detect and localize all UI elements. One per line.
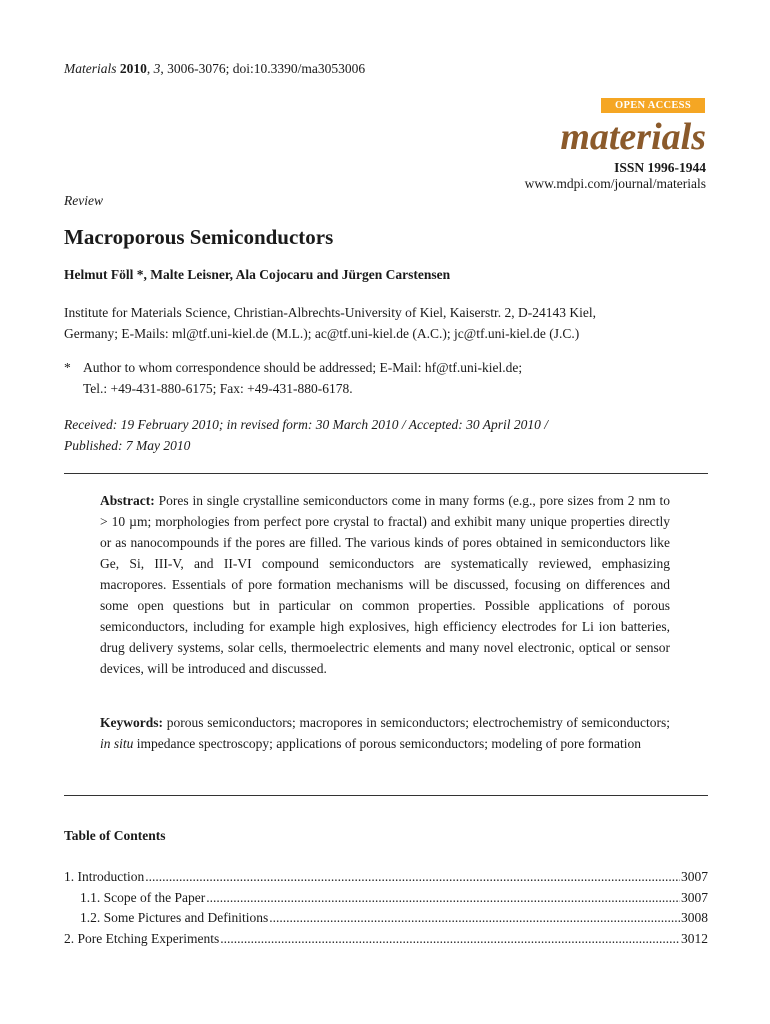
footnote-star: * bbox=[64, 360, 71, 375]
toc-leader bbox=[145, 869, 680, 885]
keywords-italic: in situ bbox=[100, 736, 134, 751]
article-type: Review bbox=[64, 193, 103, 208]
affiliation bbox=[64, 302, 714, 344]
citation-journal: Materials bbox=[64, 61, 117, 76]
abstract-text: Pores in single crystalline semiconductors come in many forms (e.g., pore sizes from 2 nm to > 10 µm; morphologies from perfect pore crystal to fractal) and exhibit many unique properties directly or as nanocompounds if the pores are filled. The various kinds of pores obtained in semiconductors like Ge, Si, III-V, and II-VI compound semiconductors are systematically reviewed, emphasizing macropores. Essentials of pore formation mechanisms will be discussed, focusing on differences and some open questions but in particular on common properties. Possible applications of porous semiconductors, including for example high explosives, high efficiency electrodes for Li ion batteries, drug delivery systems, solar cells, thermoelectric elements and many novel electronic, optical or sensor devices, will be introduced and discussed. bbox=[100, 493, 670, 676]
correspondence-line: Author to whom correspondence should be addressed; E-Mail: hf@tf.uni-kiel.de; bbox=[83, 360, 523, 375]
toc-entry-page: 3007 bbox=[681, 889, 708, 905]
toc-entry-page: 3007 bbox=[681, 869, 708, 884]
dates-line: Received: 19 February 2010; in revised form: 30 March 2010 / Accepted: 30 April 2010 / bbox=[64, 417, 549, 432]
publication-dates bbox=[64, 414, 548, 456]
keywords-text: impedance spectroscopy; applications of porous semiconductors; modeling of pore formation bbox=[136, 736, 642, 751]
toc-entry-label: 1.1. Scope of the Paper bbox=[80, 889, 206, 905]
table-of-contents bbox=[64, 869, 708, 951]
citation-year: 2010 bbox=[119, 61, 147, 76]
toc-leader bbox=[220, 931, 680, 947]
citation-line: Materials 2010, 3, 3006-3076; doi:10.3390/ma3053006 bbox=[64, 61, 366, 76]
toc-leader bbox=[269, 910, 680, 926]
affiliation-line: Institute for Materials Science, Christian-Albrechts-University of Kiel, Kaiserstr. 2, D-24143 Kiel, bbox=[64, 305, 596, 320]
abstract-label: Abstract: bbox=[100, 493, 155, 508]
correspondence-note bbox=[64, 357, 522, 399]
bottom-divider bbox=[64, 795, 708, 796]
journal-logo: materials bbox=[560, 116, 706, 158]
top-divider bbox=[64, 473, 708, 474]
correspondence-line: Tel.: +49-431-880-6175; Fax: +49-431-880-6178. bbox=[83, 381, 353, 396]
keywords-text: porous semiconductors; macropores in semiconductors; electrochemistry of semiconductors; bbox=[166, 715, 670, 730]
toc-entry[interactable] bbox=[64, 869, 708, 890]
abstract bbox=[100, 490, 670, 679]
dates-line: Published: 7 May 2010 bbox=[64, 438, 191, 453]
toc-entry[interactable] bbox=[64, 910, 708, 931]
toc-leader bbox=[206, 890, 680, 906]
open-access-badge: OPEN ACCESS bbox=[601, 98, 705, 113]
toc-entry-label: 2. Pore Etching Experiments bbox=[64, 930, 220, 946]
toc-entry-label: 1. Introduction bbox=[64, 869, 145, 884]
toc-entry[interactable] bbox=[64, 890, 708, 911]
affiliation-line: Germany; E-Mails: ml@tf.uni-kiel.de (M.L.); ac@tf.uni-kiel.de (A.C.); jc@tf.uni-kiel.de (J.C.) bbox=[64, 326, 580, 341]
toc-entry-page: 3008 bbox=[681, 910, 708, 925]
toc-heading: Table of Contents bbox=[64, 828, 166, 843]
journal-url[interactable]: www.mdpi.com/journal/materials bbox=[524, 176, 706, 191]
citation-volume: 3 bbox=[153, 61, 161, 76]
paper-title: Macroporous Semiconductors bbox=[64, 225, 334, 249]
toc-entry-page: 3012 bbox=[681, 930, 708, 946]
author-list: Helmut Föll *, Malte Leisner, Ala Cojocaru and Jürgen Carstensen bbox=[64, 267, 451, 282]
keywords bbox=[100, 712, 670, 754]
keywords-label: Keywords: bbox=[100, 715, 163, 730]
toc-entry-label: 1.2. Some Pictures and Definitions bbox=[80, 910, 269, 925]
citation-pages-doi: , 3006-3076; doi:10.3390/ma3053006 bbox=[160, 61, 366, 76]
toc-entry[interactable] bbox=[64, 931, 708, 952]
issn: ISSN 1996-1944 bbox=[614, 160, 706, 175]
